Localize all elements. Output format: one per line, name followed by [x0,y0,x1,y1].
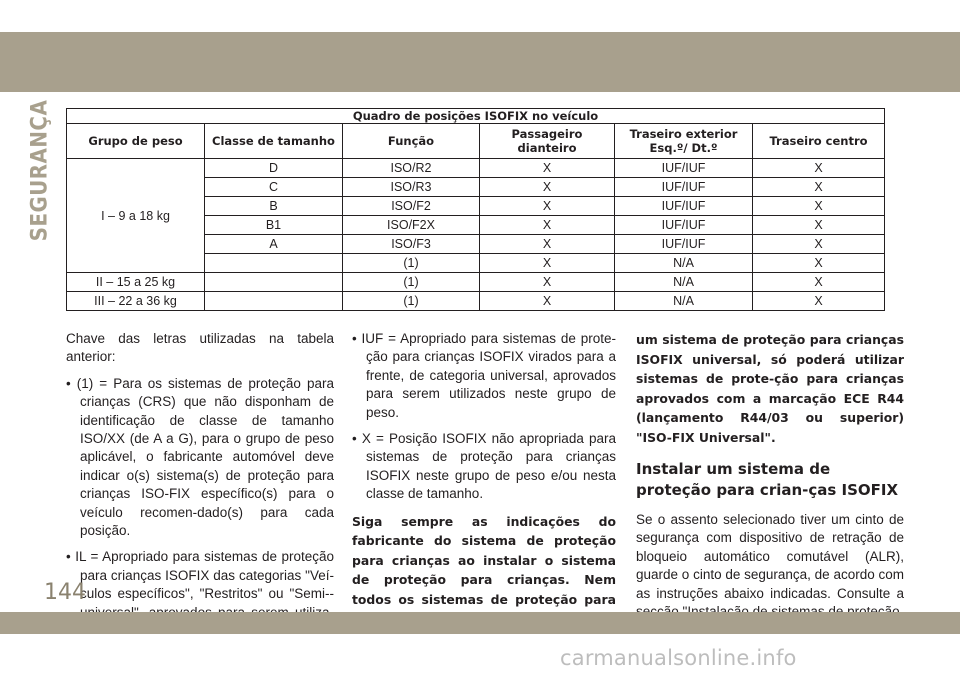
table-cell: N/A [615,254,753,273]
body-paragraph: Se o assento selecionado tiver um cinto de segurança com dispositivo de retração de bloqueio automático comutável (ALR), guarde o cinto de segurança, de acordo com as instruções abaixo indicadas. Consulte a [636,512,904,601]
table-cell: C [205,178,343,197]
table-cell: X [480,254,615,273]
table-cell: IUF/IUF [615,159,753,178]
table-cell: X [753,235,885,254]
table-row [67,273,885,292]
table-caption: Quadro de posições ISOFIX no veículo [67,109,885,124]
table-row [67,159,885,178]
table-cell: (1) [343,273,480,292]
table-cell: X [753,216,885,235]
table-cell: IUF/IUF [615,178,753,197]
table-cell: IUF/IUF [615,216,753,235]
table-cell: ISO/F2 [343,197,480,216]
top-margin [0,0,960,32]
bottom-margin [0,634,960,678]
section-label [24,100,56,240]
table-cell: X [753,254,885,273]
watermark-text: carmanualsonline.info [560,646,797,670]
bullet-paragraph: • IL = Apropriado para sistemas de proteção para crianças ISOFIX das categorias "Veí-culos específicos", "Restritos" ou "Semi-- [66,549,334,602]
isofix-positions-table [66,108,885,311]
table-cell: X [480,235,615,254]
header-bar [0,32,960,92]
text-column-1 [66,330,334,649]
table-cell: D [205,159,343,178]
table-cell: X [480,216,615,235]
text-column-3 [636,330,904,629]
table-cell: A [205,235,343,254]
table-cell: (1) [343,254,480,273]
table-cell: X [753,159,885,178]
table-cell: ISO/F3 [343,235,480,254]
table-cell: X [753,273,885,292]
table-cell: X [753,197,885,216]
table-cell [205,292,343,311]
key-intro: Chave das letras utilizadas na tabela anterior: [66,331,334,365]
table-cell [205,254,343,273]
text-column-2 [352,330,616,656]
table-cell: ISO/R3 [343,178,480,197]
weight-group-cell: III – 22 a 36 kg [67,292,205,311]
table-cell: ISO/F2X [343,216,480,235]
table-cell: IUF/IUF [615,197,753,216]
header-size-class: Classe de tamanho [205,124,343,159]
table-cell: X [480,197,615,216]
table-cell [205,273,343,292]
header-fixture: Função [343,124,480,159]
table-cell: N/A [615,292,753,311]
header-rear-outboard: Traseiro exterior Esq.º/ Dt.º [615,124,753,159]
warning-paragraph: Siga sempre as indicações do fabricante do sistema de proteção para crianças ao instalar o sistema de proteção para crianças. Nem todos os sistemas de proteção para [352,513,616,607]
table-cell: IUF/IUF [615,235,753,254]
page-number: 144 [44,580,86,605]
table-row [67,292,885,311]
warning-paragraph-continued: um sistema de proteção para crianças ISOFIX universal, só poderá utilizar sistemas de prote-ção para crianças aprovados com a marcação ECE R44 (lançamento R44/03 ou superior) "ISO-FIX Universal". [636,332,904,445]
weight-group-cell: I – 9 a 18 kg [67,159,205,273]
header-weight-group: Grupo de peso [67,124,205,159]
table-cell: X [480,159,615,178]
section-label-text: SEGURANÇA [27,99,53,241]
table-cell: ISO/R2 [343,159,480,178]
table-cell: B [205,197,343,216]
table-cell: N/A [615,273,753,292]
bullet-paragraph: • (1) = Para os sistemas de proteção para crianças (CRS) que não disponham de identificação de classe de tamanho ISO/XX (de A a G), para o grupo de peso aplicável, o fabricante automóvel deve indicar o(s) sistema(s) de proteção para crianças ISO-FIX específico(s) para o veículo recomen-dado(s) para cada posição. [66,375,334,539]
footer-bar [0,612,960,634]
header-front-passenger: Passageiro dianteiro [480,124,615,159]
weight-group-cell: II – 15 a 25 kg [67,273,205,292]
table-cell: X [480,292,615,311]
table-cell: (1) [343,292,480,311]
table-cell: X [480,178,615,197]
table-cell: X [480,273,615,292]
table-cell: X [753,292,885,311]
bullet-paragraph: • IUF = Apropriado para sistemas de prote-ção para crianças ISOFIX virados para a frente, de categoria universal, aprovados para serem utilizados neste grupo de peso. [352,331,616,420]
table-cell: B1 [205,216,343,235]
section-heading: Instalar um sistema de proteção para crian-ças ISOFIX [636,460,899,499]
header-rear-center: Traseiro centro [753,124,885,159]
bullet-paragraph: • X = Posição ISOFIX não apropriada para sistemas de proteção para crianças ISOFIX neste grupo de peso e/ou nesta classe de tamanho. [352,431,616,502]
table-cell: X [753,178,885,197]
